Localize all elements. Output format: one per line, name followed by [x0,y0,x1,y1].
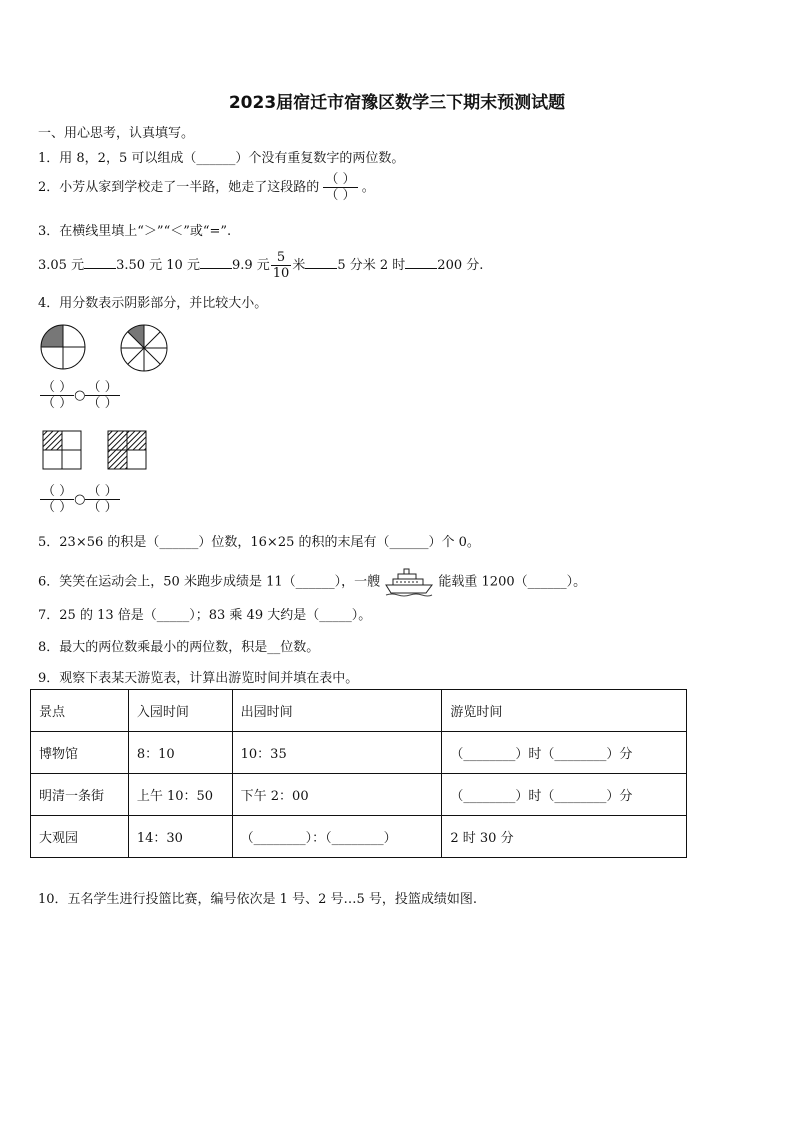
answer-fraction [85,380,119,411]
compare-circle: ○ [74,492,86,507]
compare-item: 200 分. [437,258,484,273]
circle-quarters-figure [40,324,86,370]
fraction-denominator: （ ） [87,500,118,515]
question-8: 8．最大的两位数乘最小的两位数，积是__位数。 [38,640,320,655]
question-2-text: 2．小芳从家到学校走了一半路，她走了这段路的 [38,180,320,195]
answer-fraction [40,484,74,515]
table-cell: （________）时（________）分 [442,732,687,774]
answer-fraction [40,380,74,411]
compare-circle: ○ [74,388,86,403]
question-7: 7．25 的 13 倍是（_____）；83 乘 49 大约是（_____）。 [38,608,372,623]
answer-blank [405,256,437,269]
question-6 [38,567,586,597]
fraction [271,250,292,281]
table-cell: 2 时 30 分 [442,816,687,858]
fraction-numerator: （ ） [87,484,118,499]
table-cell: 14：30 [128,816,232,858]
square-three-quarters-figure [107,430,147,470]
square-one-quarter-figure [42,430,82,470]
compare-row-2 [40,484,120,515]
answer-blank [305,256,337,269]
fraction-denominator: （ ） [42,396,73,411]
table-cell: 博物馆 [31,732,129,774]
fraction-numerator: （ ） [325,172,356,187]
section-heading: 一、用心思考，认真填写。 [38,126,195,141]
table-header: 入园时间 [128,690,232,732]
question-2 [38,172,375,203]
table-row [31,816,687,858]
tour-table [30,689,687,858]
question-6-left: 6．笑笑在运动会上，50 米跑步成绩是 11（______），一艘 [38,574,381,590]
question-9: 9．观察下表某天游览表，计算出游览时间并填在表中。 [38,671,359,686]
fraction-numerator: （ ） [42,484,73,499]
question-10: 10．五名学生进行投篮比赛，编号依次是 1 号、2 号…5 号，投篮成绩如图. [38,892,478,907]
circle-eighths-figure [120,324,168,372]
fraction-numerator: （ ） [42,380,73,395]
compare-item: 3.05 元 [38,258,85,273]
page-title: 2023届宿迁市宿豫区数学三下期末预测试题 [228,93,566,113]
question-4: 4．用分数表示阴影部分，并比较大小。 [38,296,268,311]
compare-item: 3.50 元 10 元 [116,258,200,273]
ship-icon [384,567,434,597]
table-header: 游览时间 [442,690,687,732]
fraction-denominator: 10 [272,266,290,281]
table-cell: 明清一条街 [31,774,129,816]
question-3-items [38,250,483,281]
table-row [31,732,687,774]
table-row [31,774,687,816]
answer-blank [200,256,232,269]
fraction-numerator: （ ） [87,380,118,395]
table-cell: 8：10 [128,732,232,774]
table-cell: 10：35 [232,732,442,774]
table-cell: 下午 2：00 [232,774,442,816]
fraction-denominator: （ ） [87,396,118,411]
question-2-end: 。 [361,180,375,195]
answer-fraction [85,484,119,515]
table-cell: 大观园 [31,816,129,858]
fraction-denominator: （ ） [325,188,356,203]
compare-item: 5 分米 2 时 [337,258,406,273]
question-3: 3．在横线里填上“＞”“＜”或“=”. [38,224,232,239]
table-header: 出园时间 [232,690,442,732]
question-5: 5．23×56 的积是（______）位数，16×25 的积的末尾有（______）个 0。 [38,535,480,550]
table-cell: （________）时（________）分 [442,774,687,816]
table-cell: （________）：（________） [232,816,442,858]
question-6-right: 能载重 1200（______）。 [438,574,587,590]
compare-row-1 [40,380,120,411]
fraction-numerator: 5 [271,250,292,266]
question-1: 1．用 8，2，5 可以组成（______）个没有重复数字的两位数。 [38,151,405,166]
fraction-denominator: （ ） [42,500,73,515]
answer-fraction [323,172,357,203]
compare-item: 9.9 元 [231,258,270,273]
table-header-row [31,690,687,732]
table-cell: 上午 10：50 [128,774,232,816]
compare-item: 米 [292,258,306,273]
table-header: 景点 [31,690,129,732]
answer-blank [84,256,116,269]
